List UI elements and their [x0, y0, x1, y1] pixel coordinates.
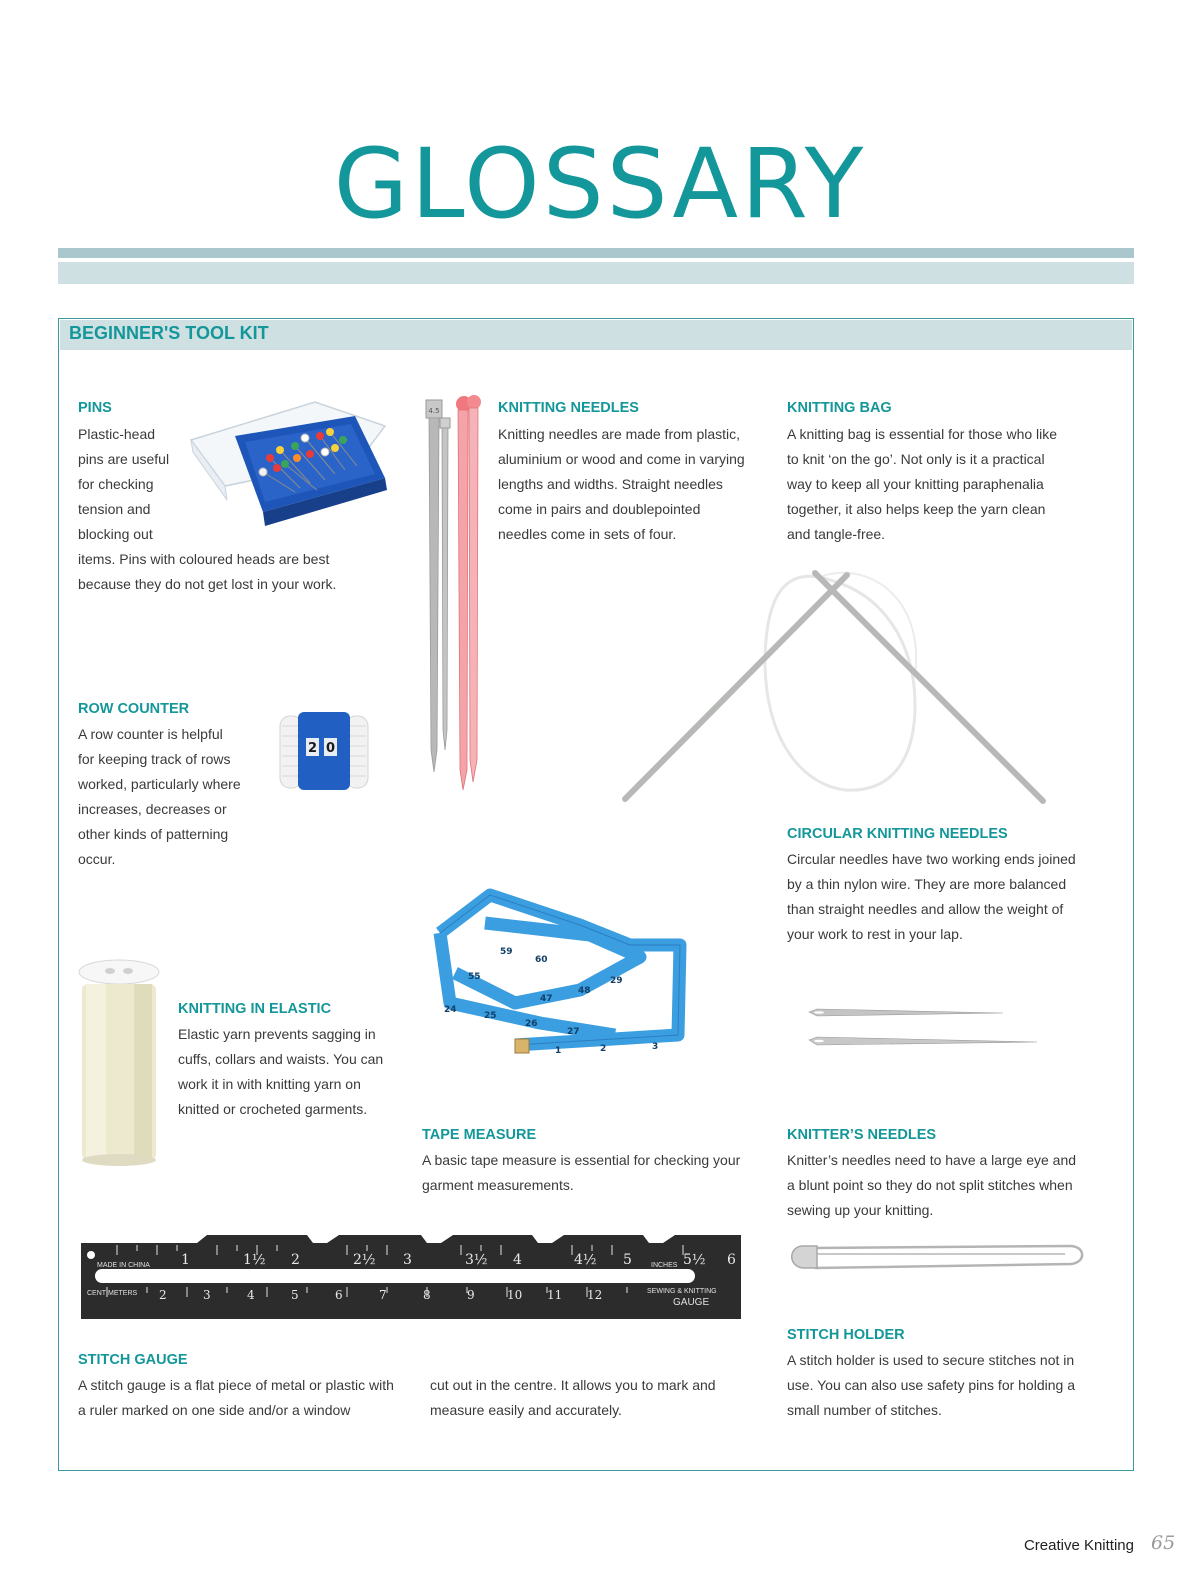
- pins-heading: PINS: [78, 400, 112, 416]
- stitch-gauge-line: A stitch gauge is a flat piece of metal or plastic with: [78, 1377, 394, 1393]
- gauge-inch-mark: 2: [291, 1252, 300, 1268]
- stitch-gauge-line: measure easily and accurately.: [430, 1402, 622, 1418]
- tape-measure-illustration: [430, 885, 690, 1065]
- row-counter-line: other kinds of patterning: [78, 826, 229, 842]
- title-rule-light: [58, 262, 1134, 284]
- knitting-needles-line: lengths and widths. Straight needles: [498, 476, 723, 492]
- stitch-gauge-text-col1: [78, 1373, 394, 1423]
- grey-needle-tag: 4.5: [428, 407, 440, 415]
- pins-line: tension and: [78, 501, 151, 517]
- knitting-bag-line: to knit ‘on the go’. Not only is it a practical: [787, 451, 1045, 467]
- circular-needles-line: by a thin nylon wire. They are more balanced: [787, 876, 1067, 892]
- stitch-holder-line: small number of stitches.: [787, 1402, 942, 1418]
- stitch-gauge-line: cut out in the centre. It allows you to mark and: [430, 1377, 716, 1393]
- circular-needles-line: Circular needles have two working ends joined: [787, 851, 1076, 867]
- gauge-inch-mark: 6: [727, 1252, 736, 1268]
- elastic-spool-illustration: [76, 956, 162, 1168]
- tape-number: 2: [600, 1044, 607, 1054]
- counter-digit: 0: [325, 741, 336, 756]
- tape-number: 47: [540, 994, 553, 1004]
- stitch-gauge-line: a ruler marked on one side and/or a window: [78, 1402, 351, 1418]
- gauge-cm-mark: 9: [467, 1288, 475, 1302]
- stitch-holder-heading: STITCH HOLDER: [787, 1327, 905, 1343]
- row-counter-heading: ROW COUNTER: [78, 701, 190, 717]
- gauge-cm-label: CENTIMETERS: [87, 1290, 138, 1297]
- knitting-in-elastic-heading: KNITTING IN ELASTIC: [178, 1001, 332, 1017]
- tape-number: 3: [652, 1042, 659, 1052]
- tape-number: 27: [567, 1027, 580, 1037]
- stitch-gauge-heading: STITCH GAUGE: [78, 1352, 188, 1368]
- gauge-cm-mark: 7: [379, 1288, 387, 1302]
- gauge-cm-mark: 5: [291, 1288, 299, 1302]
- row-counter-line: A row counter is helpful: [78, 726, 223, 742]
- straight-needles-illustration: [420, 390, 484, 800]
- knitting-bag-line: A knitting bag is essential for those who like: [787, 426, 1058, 442]
- tape-number: 29: [610, 976, 623, 986]
- knitting-needles-line: Knitting needles are made from plastic,: [498, 426, 741, 442]
- knitting-needles-text: [498, 422, 745, 547]
- gauge-cm-mark: 6: [335, 1288, 343, 1302]
- gauge-brand-label: SEWING & KNITTING: [647, 1288, 717, 1295]
- gauge-inch-mark: 5½: [683, 1252, 706, 1268]
- row-counter-line: worked, particularly where: [78, 776, 241, 792]
- pins-line: Plastic-head: [78, 426, 156, 442]
- circular-needles-text: [787, 847, 1076, 947]
- knitting-in-elastic-line: work it in with knitting yarn on: [178, 1076, 361, 1092]
- row-counter-text: [78, 722, 241, 872]
- title-rule-dark: [58, 248, 1134, 258]
- knitting-needles-line: come in pairs and doublepointed: [498, 501, 701, 517]
- pins-line: items. Pins with coloured heads are best: [78, 551, 330, 567]
- gauge-inch-mark: 3½: [465, 1252, 488, 1268]
- gauge-inch-mark: 4½: [574, 1252, 597, 1268]
- tape-number: 1: [555, 1046, 562, 1056]
- counter-digit: 2: [307, 741, 318, 756]
- knitters-needles-line: Knitter’s needles need to have a large eye and: [787, 1152, 1077, 1168]
- footer-publication: Creative Knitting: [1023, 1537, 1134, 1554]
- circular-needles-heading: CIRCULAR KNITTING NEEDLES: [787, 826, 1008, 842]
- gauge-cm-mark: 2: [159, 1288, 167, 1302]
- section-title: BEGINNER'S TOOL KIT: [69, 323, 269, 343]
- tape-measure-heading: TAPE MEASURE: [422, 1127, 537, 1143]
- knitting-bag-text: [787, 422, 1057, 547]
- row-counter-line: for keeping track of rows: [78, 751, 231, 767]
- gauge-cm-mark: 4: [247, 1288, 255, 1302]
- gauge-made-label: MADE IN CHINA: [97, 1262, 150, 1269]
- gauge-brand-title: GAUGE: [673, 1297, 710, 1308]
- gauge-cm-mark: 8: [423, 1288, 431, 1302]
- page-number: 65: [1151, 1532, 1176, 1554]
- row-counter-illustration: [276, 708, 372, 796]
- knitters-needles-heading: KNITTER’S NEEDLES: [787, 1127, 937, 1143]
- knitting-needles-line: needles come in sets of four.: [498, 526, 677, 542]
- knitting-bag-heading: KNITTING BAG: [787, 400, 892, 416]
- pins-line: pins are useful: [78, 451, 170, 467]
- knitters-needles-illustration: [805, 1005, 1045, 1050]
- tape-measure-line: garment measurements.: [422, 1177, 574, 1193]
- gauge-inch-mark: 1½: [243, 1252, 266, 1268]
- circular-needles-illustration: [615, 555, 1055, 815]
- gauge-inch-mark: 5: [623, 1252, 632, 1268]
- gauge-cm-mark: 3: [203, 1288, 211, 1302]
- knitting-bag-line: together, it also helps keep the yarn clean: [787, 501, 1046, 517]
- knitting-needles-line: aluminium or wood and come in varying: [498, 451, 745, 467]
- circular-needles-line: than straight needles and allow the weight of: [787, 901, 1064, 917]
- knitting-in-elastic-text: [178, 1022, 383, 1122]
- gauge-cm-mark: 10: [507, 1288, 523, 1302]
- gauge-cm-mark: 11: [547, 1288, 563, 1302]
- knitting-in-elastic-line: knitted or crocheted garments.: [178, 1101, 368, 1117]
- tape-number: 48: [578, 986, 591, 996]
- tape-measure-line: A basic tape measure is essential for checking your: [422, 1152, 741, 1168]
- knitters-needles-line: a blunt point so they do not split stitches when: [787, 1177, 1073, 1193]
- page-title: GLOSSARY: [333, 128, 867, 240]
- pin-box-illustration: [185, 388, 395, 533]
- tape-number: 60: [535, 955, 548, 965]
- tape-number: 55: [468, 972, 481, 982]
- pins-line: because they do not get lost in your work.: [78, 576, 337, 592]
- tape-number: 26: [525, 1019, 538, 1029]
- row-counter-line: occur.: [78, 851, 116, 867]
- gauge-inches-label: INCHES: [651, 1262, 678, 1269]
- stitch-holder-illustration: [785, 1240, 1090, 1280]
- gauge-cm-mark: 12: [587, 1288, 603, 1302]
- tape-number: 25: [484, 1011, 497, 1021]
- stitch-holder-line: use. You can also use safety pins for holding a: [787, 1377, 1075, 1393]
- gauge-inch-mark: 2½: [353, 1252, 376, 1268]
- stitch-gauge-illustration: [77, 1233, 745, 1325]
- knitters-needles-text: [787, 1148, 1076, 1223]
- row-counter-line: increases, decreases or: [78, 801, 227, 817]
- knitting-in-elastic-line: cuffs, collars and waists. You can: [178, 1051, 384, 1067]
- stitch-holder-text: [787, 1348, 1075, 1423]
- tape-number: 24: [444, 1005, 457, 1015]
- circular-needles-line: your work to rest in your lap.: [787, 926, 963, 942]
- pins-line: for checking: [78, 476, 154, 492]
- gauge-inch-mark: 1: [181, 1252, 190, 1268]
- gauge-inch-mark: 4: [513, 1252, 522, 1268]
- knitters-needles-line: sewing up your knitting.: [787, 1202, 934, 1218]
- knitting-needles-heading: KNITTING NEEDLES: [498, 400, 639, 416]
- tape-number: 59: [500, 947, 513, 957]
- stitch-gauge-text-col2: [430, 1373, 716, 1423]
- knitting-bag-line: way to keep all your knitting paraphenalia: [787, 476, 1044, 492]
- pins-line: blocking out: [78, 526, 153, 542]
- tape-measure-text: [422, 1148, 740, 1198]
- stitch-holder-line: A stitch holder is used to secure stitches not in: [787, 1352, 1075, 1368]
- knitting-bag-line: and tangle-free.: [787, 526, 886, 542]
- knitting-in-elastic-line: Elastic yarn prevents sagging in: [178, 1026, 376, 1042]
- gauge-inch-mark: 3: [403, 1252, 412, 1268]
